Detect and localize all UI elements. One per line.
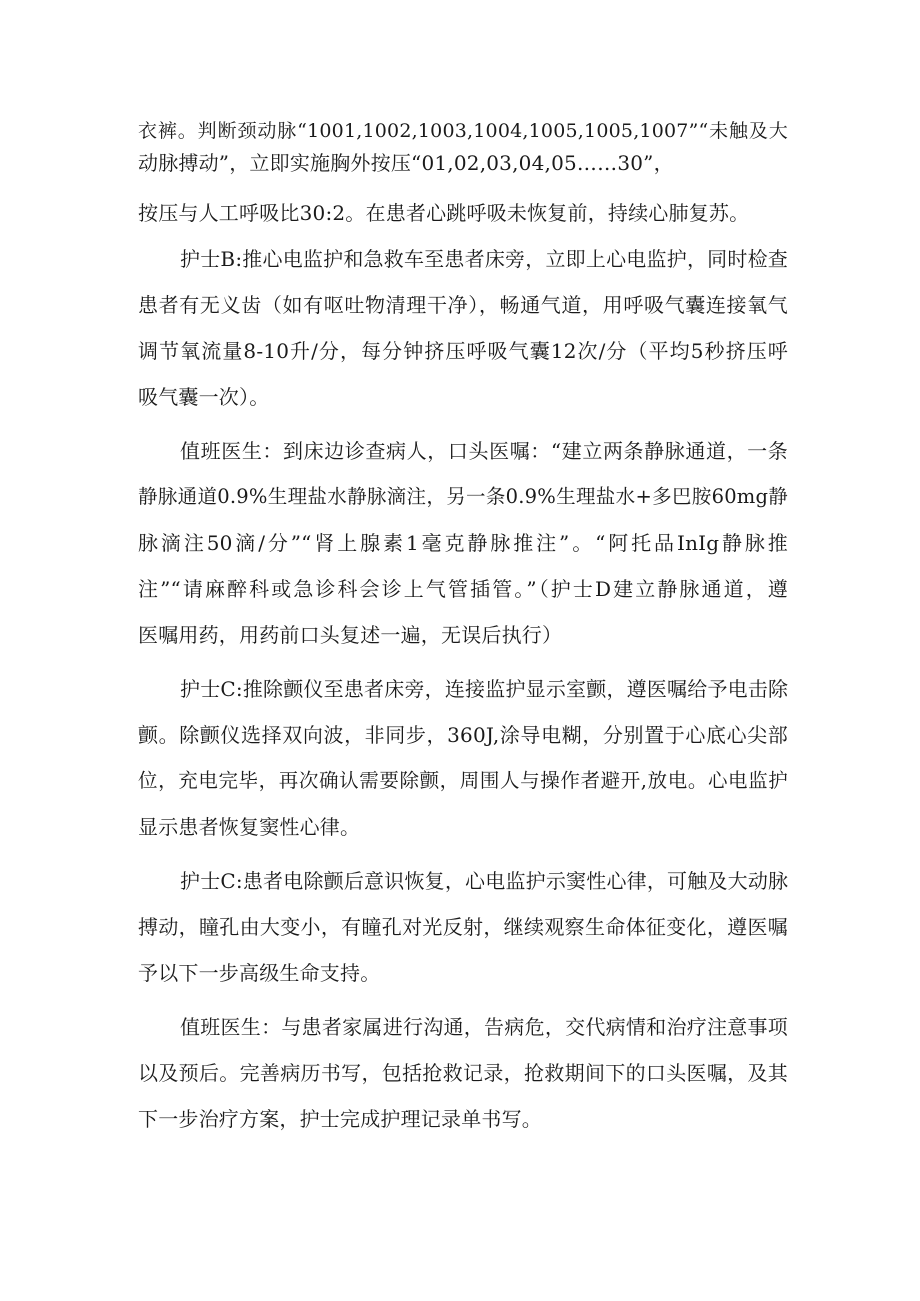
text-line: 按压与人工呼吸比30:2。在患者心跳呼吸未恢复前，持续心肺复苏。 <box>138 201 750 225</box>
text-line: 患者有无义齿（如有呕吐物清理干净），畅通气道，用呼吸气囊连接氧气 <box>138 293 788 317</box>
text-line: 医嘱用药，用药前口头复述一遍，无误后执行） <box>138 623 563 647</box>
paragraph-first-line: 值班医生：到床边诊查病人，口头医嘱：“建立两条静脉通道，一条 <box>180 439 788 463</box>
text-line: 位，充电完毕，再次确认需要除颤，周围人与操作者避开,放电。心电监护 <box>138 769 788 792</box>
text-line: 静脉通道0.9%生理盐水静脉滴注，另一条0.9%生理盐水+多巴胺60mg静 <box>138 485 788 508</box>
text-line: 衣裤。判断颈动脉“1001,1002,1003,1004,1005,1005,1007”“未触及大 <box>138 120 788 142</box>
paragraph-first-line: 护士C:患者电除颤后意识恢复，心电监护示窦性心律，可触及大动脉 <box>180 869 789 893</box>
text-line: 搏动，瞳孔由大变小，有瞳孔对光反射，继续观察生命体征变化，遵医嘱 <box>138 915 788 939</box>
paragraph-first-line: 护士B:推心电监护和急救车至患者床旁，立即上心电监护，同时检查 <box>180 247 788 271</box>
text-line: 以及预后。完善病历书写，包括抢救记录，抢救期间下的口头医嘱，及其 <box>138 1061 788 1085</box>
text-line: 动脉搏动”，立即实施胸外按压“01,02,03,04,05……30”， <box>138 151 674 175</box>
paragraph-first-line: 护士C:推除颤仪至患者床旁，连接监护显示室颤，遵医嘱给予电击除 <box>180 677 789 701</box>
text-line: 显示患者恢复窦性心律。 <box>138 815 361 839</box>
text-line: 吸气囊一次）。 <box>138 385 270 409</box>
text-line: 脉滴注50滴/分”“肾上腺素1毫克静脉推注”。“阿托品InIg静脉推 <box>138 531 788 555</box>
paragraph-first-line: 值班医生：与患者家属进行沟通，告病危，交代病情和治疗注意事项 <box>180 1015 788 1039</box>
text-line: 颤。除颤仪选择双向波，非同步，360J,涂导电糊，分别置于心底心尖部 <box>138 723 788 747</box>
text-line: 下一步治疗方案，护士完成护理记录单书写。 <box>138 1107 542 1131</box>
text-line: 调节氧流量8-10升/分，每分钟挤压呼吸气囊12次/分（平均5秒挤压呼 <box>138 339 788 363</box>
text-line: 注”“请麻醉科或急诊科会诊上气管插管。”（护士D建立静脉通道，遵 <box>138 577 788 601</box>
text-line: 予以下一步高级生命支持。 <box>138 961 381 985</box>
